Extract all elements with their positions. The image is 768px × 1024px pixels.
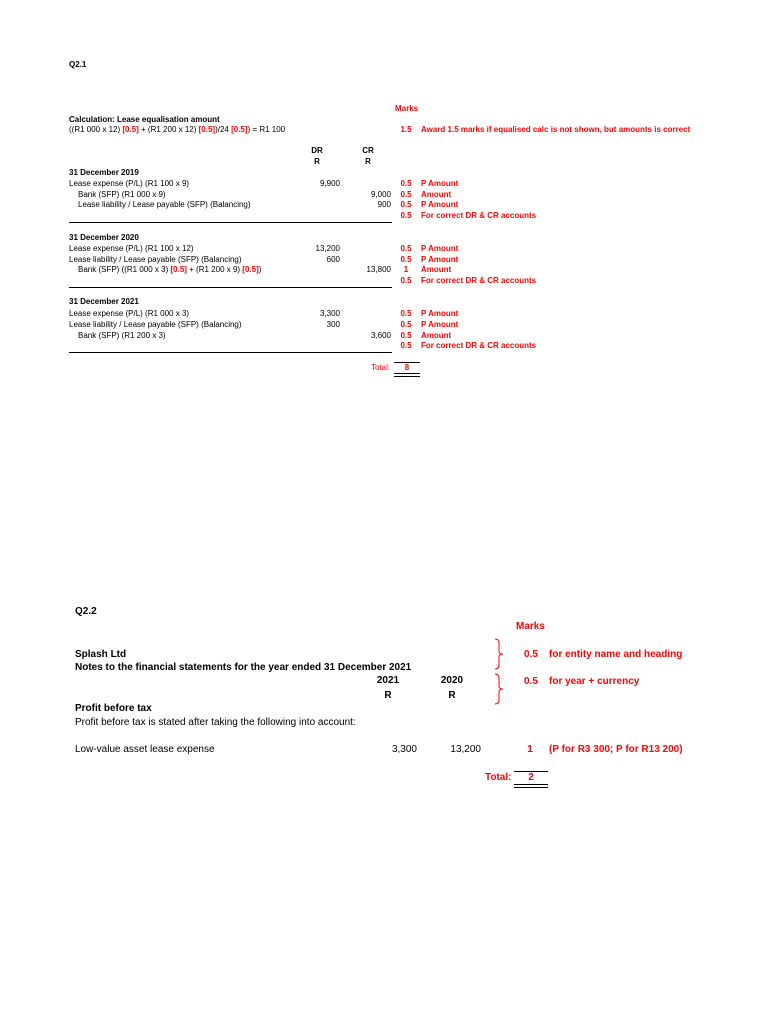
q2-total-label: Total: <box>485 772 512 783</box>
line-value-2021: 3,300 <box>391 744 417 755</box>
dr-amount: 9,900 <box>319 179 340 188</box>
line-comment: P Amount <box>421 179 459 188</box>
heading-comment: for entity name and heading <box>549 649 683 660</box>
q1-total-underline <box>394 373 420 377</box>
q1-marks-header: Marks <box>395 104 419 113</box>
line-comment: P Amount <box>421 244 459 253</box>
calc-mark-tag: [0.5] <box>231 125 248 134</box>
line-label: Low-value asset lease expense <box>75 744 215 755</box>
dr-header: DR <box>311 146 323 155</box>
dr-amount: 300 <box>326 320 340 329</box>
dr-amount: 3,300 <box>319 309 340 318</box>
currency-2020: R <box>448 690 456 701</box>
journal-line-text: Lease expense (P/L) (R1 000 x 3) <box>69 309 190 318</box>
line-mark: 0.5 <box>400 200 412 209</box>
accounts-comment: For correct DR & CR accounts <box>421 341 537 350</box>
dr-amount: 600 <box>326 255 340 264</box>
brace-icon <box>494 638 508 670</box>
calc-mark: 1.5 <box>400 125 412 134</box>
line-mark: 0.5 <box>400 179 412 188</box>
heading-mark: 0.5 <box>524 649 538 660</box>
text-part: ) <box>258 265 262 274</box>
journal-line-text: Lease liability / Lease payable (SFP) (Balancing) <box>69 255 242 264</box>
journal-line-text: Bank (SFP) (R1 200 x 3) <box>78 331 166 340</box>
dr-currency: R <box>314 157 320 166</box>
line-comment: Amount <box>421 190 452 199</box>
line-comment: P Amount <box>421 309 459 318</box>
q2-label: Q2.2 <box>75 606 97 617</box>
year-mark: 0.5 <box>524 676 538 687</box>
dr-amount: 13,200 <box>315 244 340 253</box>
q2-total-value: 2 <box>514 771 548 784</box>
line-mark: 0.5 <box>400 244 412 253</box>
q1-total-label: Total: <box>371 363 391 372</box>
calc-part: ((R1 000 x 12) <box>69 125 123 134</box>
line-mark: 1 <box>403 265 409 274</box>
entry-divider <box>69 352 392 353</box>
line-comment: P Amount <box>421 200 459 209</box>
entity-name: Splash Ltd <box>75 649 127 660</box>
calc-part: + (R1 200 x 12) <box>138 125 199 134</box>
entry-divider <box>69 222 392 223</box>
entry-date: 31 December 2021 <box>69 297 139 306</box>
cr-amount: 13,800 <box>366 265 391 274</box>
entry-date: 31 December 2019 <box>69 168 139 177</box>
line-comment: P Amount <box>421 320 459 329</box>
calc-title: Calculation: Lease equalisation amount <box>69 115 220 124</box>
journal-line-text: Lease liability / Lease payable (SFP) (Balancing) <box>78 200 251 209</box>
cr-currency: R <box>365 157 371 166</box>
accounts-comment: For correct DR & CR accounts <box>421 276 537 285</box>
journal-line-text: Lease expense (P/L) (R1 100 x 9) <box>69 179 190 188</box>
currency-2021: R <box>384 690 392 701</box>
section-intro: Profit before tax is stated after taking the following into account: <box>75 717 356 728</box>
calc-mark-tag: [0.5] <box>122 125 139 134</box>
line-mark: 0.5 <box>400 309 412 318</box>
line-comment: (P for R3 300; P for R13 200) <box>549 744 683 755</box>
line-mark: 0.5 <box>400 255 412 264</box>
q1-total-value: 8 <box>394 362 420 373</box>
line-mark: 0.5 <box>400 320 412 329</box>
calc-comment: Award 1.5 marks if equalised calc is not shown, but amounts is correct <box>421 125 691 134</box>
cr-amount: 3,600 <box>370 331 391 340</box>
line-mark: 0.5 <box>400 331 412 340</box>
text-part: + (R1 200 x 9) <box>186 265 243 274</box>
line-comment: P Amount <box>421 255 459 264</box>
line-comment: Amount <box>421 265 452 274</box>
cr-amount: 9,000 <box>370 190 391 199</box>
journal-line-text: Lease liability / Lease payable (SFP) (Balancing) <box>69 320 242 329</box>
q1-label: Q2.1 <box>69 60 87 69</box>
calc-part: ) = R1 100 <box>247 125 286 134</box>
accounts-comment: For correct DR & CR accounts <box>421 211 537 220</box>
calc-part: )/24 <box>215 125 232 134</box>
line-comment: Amount <box>421 331 452 340</box>
text-part: Bank (SFP) ((R1 000 x 3) <box>78 265 171 274</box>
section-title: Profit before tax <box>75 703 152 714</box>
line-mark: 1 <box>527 744 533 755</box>
line-mark: 0.5 <box>400 190 412 199</box>
brace-icon <box>494 673 508 705</box>
accounts-mark: 0.5 <box>400 211 412 220</box>
notes-heading: Notes to the financial statements for the year ended 31 December 2021 <box>75 662 412 673</box>
year-2020: 2020 <box>440 675 464 686</box>
cr-header: CR <box>362 146 374 155</box>
journal-line-text: Bank (SFP) (R1 000 x 9) <box>78 190 166 199</box>
accounts-mark: 0.5 <box>400 341 412 350</box>
calc-mark-tag: [0.5] <box>242 265 259 274</box>
cr-amount: 900 <box>377 200 391 209</box>
calc-mark-tag: [0.5] <box>198 125 216 134</box>
journal-line-text: Lease expense (P/L) (R1 100 x 12) <box>69 244 194 253</box>
year-2021: 2021 <box>376 675 400 686</box>
calc-formula <box>69 125 285 135</box>
q2-marks-header: Marks <box>516 621 545 632</box>
entry-date: 31 December 2020 <box>69 233 139 242</box>
line-value-2020: 13,200 <box>450 744 481 755</box>
accounts-mark: 0.5 <box>400 276 412 285</box>
q2-total-underline <box>514 784 548 788</box>
entry-divider <box>69 287 392 288</box>
calc-mark-tag: [0.5] <box>170 265 187 274</box>
year-comment: for year + currency <box>549 676 640 687</box>
journal-line-text <box>78 265 261 275</box>
